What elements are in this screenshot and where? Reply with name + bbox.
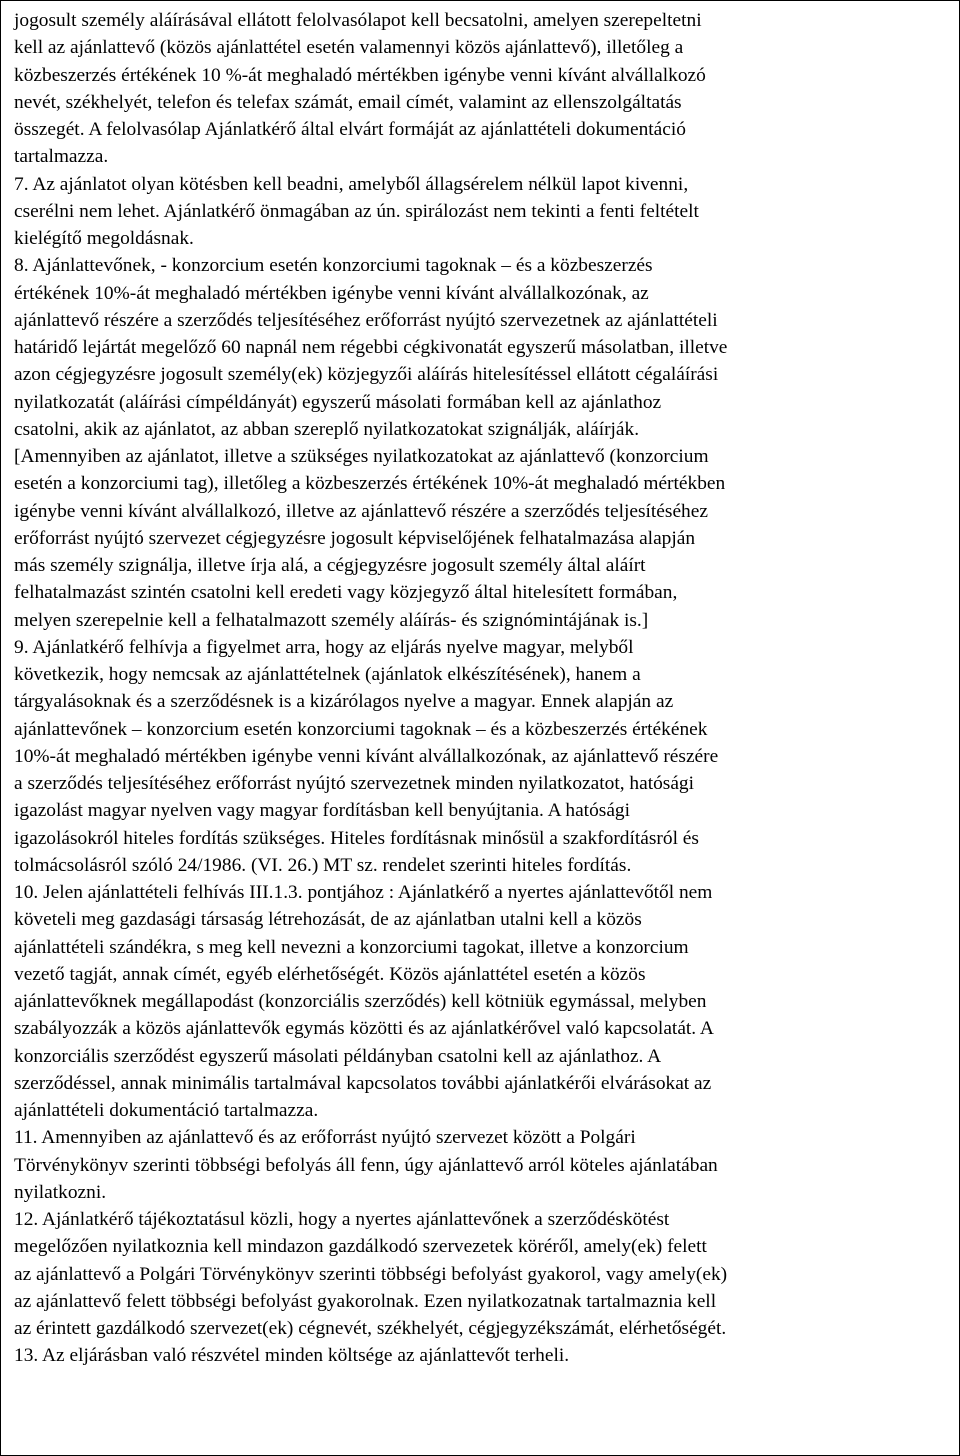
text-line: értékének 10%-át meghaladó mértékben igénybe venni kívánt alvállalkozónak, az xyxy=(14,282,649,304)
text-line: 7. Az ajánlatot olyan kötésben kell beadni, amelyből állagsérelem nélkül lapot kivenni, xyxy=(14,173,689,195)
text-line: 12. Ajánlatkérő tájékoztatásul közli, hogy a nyertes ajánlattevőnek a szerződéskötést xyxy=(14,1209,670,1230)
text-line: megelőzően nyilatkoznia kell mindazon gazdálkodó szervezetek köréről, amely(ek) felett xyxy=(14,1236,707,1258)
text-line: a szerződés teljesítéséhez erőforrást nyújtó szervezetnek minden nyilatkozatot, hatósági xyxy=(14,773,695,794)
text-line: következik, hogy nemcsak az ajánlattételnek (ajánlatok elkészítésének), hanem a xyxy=(14,664,641,685)
text-line: csatolni, akik az ajánlatot, az abban szereplő nyilatkozatokat szignálják, aláírják. xyxy=(14,418,640,440)
text-line: nyilatkozatát (aláírási címpéldányát) egyszerű másolati formában kell az ajánlathoz xyxy=(14,391,662,413)
paragraph-12 xyxy=(14,1206,946,1342)
text-line: az ajánlattevő felett többségi befolyást gyakorolnak. Ezen nyilatkozatnak tartalmaznia kell xyxy=(14,1290,717,1312)
text-line: összegét. A felolvasólap Ajánlatkérő által elvárt formáját az ajánlattételi dokumentáció xyxy=(14,119,686,140)
text-line: cserélni nem lehet. Ajánlatkérő önmagában az ún. spirálozást nem tekinti a fenti feltételt xyxy=(14,200,699,222)
text-line: ajánlattevőnek – konzorcium esetén konzorciumi tagoknak – és a közbeszerzés értékének xyxy=(14,718,708,740)
text-line: nyilatkozni. xyxy=(14,1181,107,1203)
text-line: 10. Jelen ajánlattételi felhívás III.1.3. pontjához : Ajánlatkérő a nyertes ajánlattevőtől nem xyxy=(14,882,713,903)
paragraph-9 xyxy=(14,634,946,879)
text-line: az érintett gazdálkodó szervezet(ek) cégnevét, székhelyét, cégjegyzékszámát, elérhetőségét. xyxy=(14,1318,727,1339)
text-line: szabályozzák a közös ajánlattevők egymás közötti és az ajánlatkérővel való kapcsolatát. A xyxy=(14,1018,714,1040)
text-line: nevét, székhelyét, telefon és telefax számát, email címét, valamint az ellenszolgáltatás xyxy=(14,91,682,113)
text-line: ajánlattevő részére a szerződés teljesítéséhez erőforrást nyújtó szervezetnek az ajánlattételi xyxy=(14,309,718,331)
paragraph-8 xyxy=(14,252,946,634)
text-line: melyen szerepelnie kell a felhatalmazott személy aláírás- és szignómintájának is.] xyxy=(14,609,649,631)
text-line: az ajánlattevő a Polgári Törvénykönyv szerinti többségi befolyást gyakorol, vagy amely(ek) xyxy=(14,1263,728,1285)
text-line: határidő lejártát megelőző 60 napnál nem régebbi cégkivonatát egyszerű másolatban, illetve xyxy=(14,337,728,358)
text-line: követeli meg gazdasági társaság létrehozását, de az ajánlatban utalni kell a közös xyxy=(14,909,642,931)
text-line: közbeszerzés értékének 10 %-át meghaladó mértékben igénybe venni kívánt alvállalkozó xyxy=(14,64,706,86)
text-line: 10%-át meghaladó mértékben igénybe venni kívánt alvállalkozónak, az ajánlattevő részére xyxy=(14,745,719,767)
paragraph-6-continued xyxy=(14,7,946,171)
text-line: 8. Ajánlattevőnek, - konzorcium esetén konzorciumi tagoknak – és a közbeszerzés xyxy=(14,255,653,277)
text-line: szerződéssel, annak minimális tartalmával kapcsolatos további ajánlatkérői elvárásokat az xyxy=(14,1072,712,1094)
text-line: kielégítő megoldásnak. xyxy=(14,228,194,249)
text-line: jogosult személy aláírásával ellátott felolvasólapot kell becsatolni, amelyen szerepeltetni xyxy=(14,10,702,31)
text-line: Törvénykönyv szerinti többségi befolyás áll fenn, úgy ajánlattevő arról köteles ajánlatában xyxy=(14,1154,718,1176)
text-line: 13. Az eljárásban való részvétel minden költsége az ajánlattevőt terheli. xyxy=(14,1345,570,1367)
text-line: 9. Ajánlatkérő felhívja a figyelmet arra, hogy az eljárás nyelve magyar, melyből xyxy=(14,636,634,658)
text-line: tolmácsolásról szóló 24/1986. (VI. 26.) MT sz. rendelet szerinti hiteles fordítás. xyxy=(14,854,632,876)
text-line: konzorciális szerződést egyszerű másolati példányban csatolni kell az ajánlathoz. A xyxy=(14,1045,662,1067)
text-line: igazolásokról hiteles fordítás szükséges. Hiteles fordításnak minősül a szakfordításról és xyxy=(14,827,699,849)
text-line: felhatalmazást szintén csatolni kell eredeti vagy közjegyző által hitelesített formában, xyxy=(14,582,678,604)
text-line: erőforrást nyújtó szervezet cégjegyzésre jogosult képviselőjének felhatalmazása alapján xyxy=(14,527,696,549)
text-line: más személy szignálja, illetve írja alá, a cégjegyzésre jogosult személy által aláírt xyxy=(14,555,646,576)
text-line: vezető tagját, annak címét, egyéb elérhetőségét. Közös ajánlattétel esetén a közös xyxy=(14,963,646,985)
text-line: ajánlattételi szándékra, s meg kell nevezni a konzorciumi tagokat, illetve a konzorcium xyxy=(14,936,689,958)
paragraph-7 xyxy=(14,171,946,253)
text-line: tartalmazza. xyxy=(14,146,109,168)
text-line: esetén a konzorciumi tag), illetőleg a közbeszerzés értékének 10%-át meghaladó mértékben xyxy=(14,473,726,495)
text-line: kell az ajánlattevő (közös ajánlattétel esetén valamennyi közös ajánlattevő), illetőleg a xyxy=(14,37,684,59)
text-line: ajánlattevőknek megállapodást (konzorciális szerződés) kell kötniük egymással, melyben xyxy=(14,991,707,1012)
paragraph-10 xyxy=(14,879,946,1124)
text-line: [Amennyiben az ajánlatot, illetve a szükséges nyilatkozatokat az ajánlattevő (konzorcium xyxy=(14,446,709,467)
text-line: 11. Amennyiben az ajánlattevő és az erőforrást nyújtó szervezet között a Polgári xyxy=(14,1127,636,1149)
text-line: igénybe venni kívánt alvállalkozó, illetve az ajánlattevő részére a szerződés teljesítéséhez xyxy=(14,500,708,522)
paragraph-13 xyxy=(14,1342,946,1369)
text-line: azon cégjegyzésre jogosult személy(ek) közjegyzői aláírás hitelesítéssel ellátott cégaláírási xyxy=(14,364,719,386)
text-line: igazolást magyar nyelven vagy magyar fordításban kell benyújtania. A hatósági xyxy=(14,800,631,822)
text-line: tárgyalásoknak és a szerződésnek is a kizárólagos nyelve a magyar. Ennek alapján az xyxy=(14,691,674,713)
paragraph-11 xyxy=(14,1124,946,1206)
text-line: ajánlattételi dokumentáció tartalmazza. xyxy=(14,1100,319,1121)
